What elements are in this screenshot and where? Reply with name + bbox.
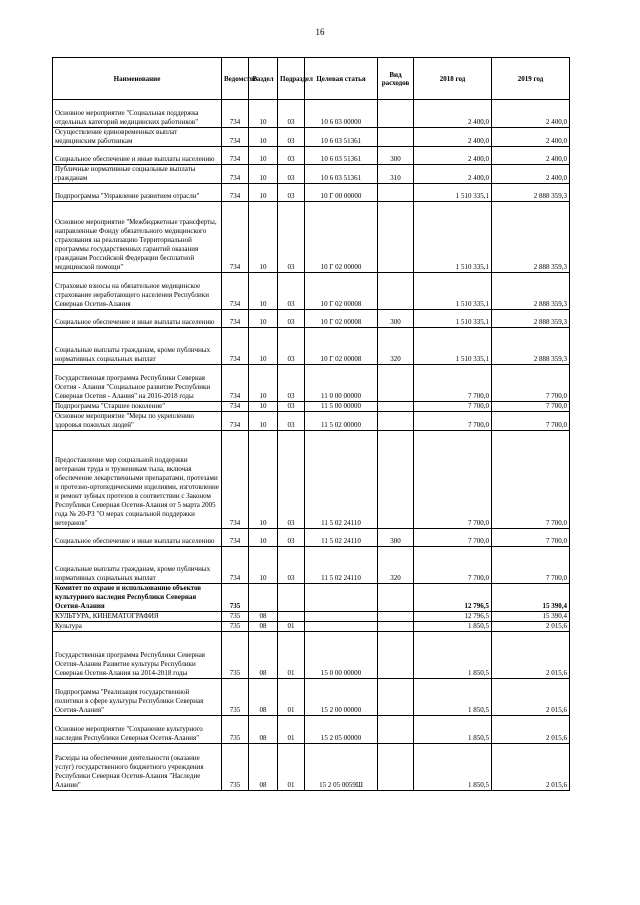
- cell-ved: 734: [222, 202, 249, 273]
- cell-vid: [378, 100, 414, 128]
- cell-y2018: 7 700,0: [414, 412, 492, 431]
- cell-cs: 11 0 00 00000: [305, 365, 378, 402]
- cell-razdel: [249, 584, 278, 612]
- cell-vid: [378, 402, 414, 412]
- cell-y2018: 2 400,0: [414, 165, 492, 184]
- cell-y2019: 2 015,6: [492, 632, 570, 679]
- cell-vid: [378, 584, 414, 612]
- cell-name: Подпрограмма "Управление развитием отрасли": [53, 184, 222, 202]
- cell-podrazdel: 03: [278, 128, 305, 147]
- cell-razdel: 10: [249, 529, 278, 547]
- cell-y2019: 2 888 359,3: [492, 310, 570, 328]
- table-row: [53, 184, 570, 202]
- cell-podrazdel: [278, 584, 305, 612]
- cell-ved: 734: [222, 365, 249, 402]
- cell-vid: 320: [378, 328, 414, 365]
- cell-ved: 735: [222, 679, 249, 716]
- cell-razdel: 10: [249, 310, 278, 328]
- table-row: [53, 612, 570, 622]
- cell-vid: [378, 365, 414, 402]
- cell-y2018: 12 796,5: [414, 584, 492, 612]
- cell-name: Расходы на обеспечение деятельности (оказание услуг) государственного бюджетного учреждения Республики Северная Осетия-Алания "Наследие Алании": [53, 744, 222, 791]
- cell-cs: 10 Г 02 00000: [305, 202, 378, 273]
- cell-razdel: 08: [249, 632, 278, 679]
- table-row: [53, 100, 570, 128]
- header-podrazdel: Подраздел: [278, 58, 305, 100]
- cell-ved: 735: [222, 632, 249, 679]
- cell-name: Социальные выплаты гражданам, кроме публичных нормативных социальных выплат: [53, 547, 222, 584]
- cell-y2019: 2 400,0: [492, 147, 570, 165]
- cell-cs: 11 5 02 24110: [305, 529, 378, 547]
- cell-y2019: 7 700,0: [492, 412, 570, 431]
- cell-vid: [378, 716, 414, 744]
- cell-ved: 735: [222, 744, 249, 791]
- cell-cs: 15 2 05 00000: [305, 716, 378, 744]
- cell-vid: [378, 202, 414, 273]
- cell-y2019: 2 888 359,3: [492, 184, 570, 202]
- cell-razdel: 10: [249, 100, 278, 128]
- cell-y2018: 1 510 335,1: [414, 273, 492, 310]
- table-row: [53, 716, 570, 744]
- cell-y2018: 1 510 335,1: [414, 328, 492, 365]
- cell-y2018: 1 850,5: [414, 679, 492, 716]
- cell-cs: 10 6 03 51361: [305, 128, 378, 147]
- cell-ved: 734: [222, 184, 249, 202]
- cell-name: Социальное обеспечение и иные выплаты населению: [53, 529, 222, 547]
- cell-vid: 300: [378, 147, 414, 165]
- cell-cs: 10 6 03 00000: [305, 100, 378, 128]
- cell-name: Предоставление мер социальной поддержки ветеранам труда и труженикам тыла, включая обеспечение лекарственными препаратами, протезами и протезно-ортопедическими изделиями, изготовление и ремонт зубных протезов в соответствии с Законом Республики Северная Осетия-Алания от 5 марта 2005 года № 20-РЗ "О мерах социальной поддержки ветеранов": [53, 431, 222, 529]
- cell-cs: 11 5 02 00000: [305, 412, 378, 431]
- cell-name: Комитет по охране и использованию объектов культурного наследия Республики Северная Осетия-Алания: [53, 584, 222, 612]
- cell-cs: 15 2 00 00000: [305, 679, 378, 716]
- cell-razdel: 08: [249, 716, 278, 744]
- cell-name: Государственная программа Республики Северная Осетия-Алания Развитие культуры Республики Северная Осетия-Алания на 2014-2018 годы: [53, 632, 222, 679]
- cell-ved: 735: [222, 716, 249, 744]
- cell-razdel: 10: [249, 328, 278, 365]
- cell-cs: 11 5 02 24110: [305, 547, 378, 584]
- table-header-row: [53, 58, 570, 100]
- cell-podrazdel: 03: [278, 529, 305, 547]
- cell-podrazdel: 03: [278, 402, 305, 412]
- table-row: [53, 679, 570, 716]
- cell-name: Культура: [53, 622, 222, 632]
- cell-razdel: 10: [249, 128, 278, 147]
- cell-vid: [378, 128, 414, 147]
- cell-cs: [305, 612, 378, 622]
- cell-ved: 735: [222, 612, 249, 622]
- cell-y2018: 1 510 335,1: [414, 184, 492, 202]
- cell-vid: 300: [378, 529, 414, 547]
- cell-razdel: 08: [249, 622, 278, 632]
- table-row: [53, 273, 570, 310]
- cell-y2019: 2 015,6: [492, 716, 570, 744]
- cell-podrazdel: 01: [278, 744, 305, 791]
- table-row: [53, 547, 570, 584]
- cell-y2019: 7 700,0: [492, 529, 570, 547]
- cell-name: Основное мероприятие "Межбюджетные трансферты, направленные Фонду обязательного медицинского страхования на реализацию Территориальной программы государственных гарантий оказания гражданам Российской Федерации бесплатной медицинской помощи": [53, 202, 222, 273]
- cell-razdel: 10: [249, 365, 278, 402]
- table-row: [53, 310, 570, 328]
- cell-y2019: 2 888 359,3: [492, 273, 570, 310]
- cell-razdel: 10: [249, 547, 278, 584]
- cell-y2019: 7 700,0: [492, 547, 570, 584]
- cell-cs: 15 0 00 00000: [305, 632, 378, 679]
- cell-y2018: 7 700,0: [414, 402, 492, 412]
- cell-ved: 735: [222, 622, 249, 632]
- cell-y2018: 1 510 335,1: [414, 310, 492, 328]
- cell-y2019: 7 700,0: [492, 365, 570, 402]
- cell-y2018: 7 700,0: [414, 365, 492, 402]
- cell-podrazdel: 03: [278, 412, 305, 431]
- cell-vid: [378, 612, 414, 622]
- cell-name: Основное мероприятие "Социальная поддержка отдельных категорий медицинских работников": [53, 100, 222, 128]
- cell-razdel: 08: [249, 744, 278, 791]
- cell-razdel: 10: [249, 202, 278, 273]
- cell-cs: 10 Г 00 00000: [305, 184, 378, 202]
- cell-razdel: 08: [249, 612, 278, 622]
- cell-y2019: 2 400,0: [492, 128, 570, 147]
- cell-name: КУЛЬТУРА, КИНЕМАТОГРАФИЯ: [53, 612, 222, 622]
- cell-ved: 734: [222, 273, 249, 310]
- header-2019: 2019 год: [492, 58, 570, 100]
- cell-vid: [378, 412, 414, 431]
- cell-y2019: 2 015,6: [492, 679, 570, 716]
- table-row: [53, 165, 570, 184]
- cell-name: Социальное обеспечение и иные выплаты населению: [53, 310, 222, 328]
- table-body: [53, 100, 570, 791]
- cell-ved: 734: [222, 412, 249, 431]
- cell-podrazdel: 03: [278, 100, 305, 128]
- cell-podrazdel: 03: [278, 365, 305, 402]
- cell-razdel: 10: [249, 273, 278, 310]
- cell-name: Осуществление единовременных выплат медицинским работникам: [53, 128, 222, 147]
- header-razdel: Раздел: [249, 58, 278, 100]
- cell-ved: 734: [222, 100, 249, 128]
- cell-ved: 734: [222, 147, 249, 165]
- cell-cs: [305, 584, 378, 612]
- cell-y2019: 2 400,0: [492, 100, 570, 128]
- cell-y2018: 7 700,0: [414, 547, 492, 584]
- cell-name: Страховые взносы на обязательное медицинское страхование неработающего населения Республики Северная Осетия-Алания: [53, 273, 222, 310]
- cell-name: Социальные выплаты гражданам, кроме публичных нормативных социальных выплат: [53, 328, 222, 365]
- cell-y2018: 7 700,0: [414, 529, 492, 547]
- page-number: 16: [315, 27, 325, 37]
- header-2018: 2018 год: [414, 58, 492, 100]
- header-ved: Ведомство: [222, 58, 249, 100]
- cell-podrazdel: [278, 612, 305, 622]
- cell-vid: 320: [378, 547, 414, 584]
- cell-razdel: 08: [249, 679, 278, 716]
- cell-y2019: 15 390,4: [492, 584, 570, 612]
- cell-vid: [378, 431, 414, 529]
- cell-vid: [378, 184, 414, 202]
- cell-razdel: 10: [249, 165, 278, 184]
- cell-y2018: 7 700,0: [414, 431, 492, 529]
- cell-y2019: 2 888 359,3: [492, 202, 570, 273]
- cell-razdel: 10: [249, 402, 278, 412]
- cell-name: Основное мероприятие "Меры по укреплению здоровья пожилых людей": [53, 412, 222, 431]
- table-row: [53, 584, 570, 612]
- cell-y2018: 1 850,5: [414, 622, 492, 632]
- table-row: [53, 622, 570, 632]
- cell-vid: [378, 744, 414, 791]
- budget-table: [52, 57, 570, 791]
- cell-ved: 734: [222, 529, 249, 547]
- cell-ved: 734: [222, 310, 249, 328]
- table-row: [53, 365, 570, 402]
- cell-y2019: 7 700,0: [492, 402, 570, 412]
- cell-y2018: 1 850,5: [414, 744, 492, 791]
- cell-name: Государственная программа Республики Северная Осетия - Алания "Социальное развитие Республики Северная Осетия - Алания" на 2016-2018 годы: [53, 365, 222, 402]
- table-row: [53, 202, 570, 273]
- cell-y2018: 1 510 335,1: [414, 202, 492, 273]
- cell-ved: 734: [222, 128, 249, 147]
- cell-razdel: 10: [249, 147, 278, 165]
- cell-y2019: 2 400,0: [492, 165, 570, 184]
- table-row: [53, 328, 570, 365]
- cell-podrazdel: 01: [278, 679, 305, 716]
- cell-y2019: 2 015,6: [492, 744, 570, 791]
- cell-podrazdel: 03: [278, 273, 305, 310]
- cell-podrazdel: 01: [278, 632, 305, 679]
- cell-y2018: 12 796,5: [414, 612, 492, 622]
- table-row: [53, 744, 570, 791]
- cell-cs: 10 Г 02 00008: [305, 328, 378, 365]
- cell-podrazdel: 01: [278, 716, 305, 744]
- cell-podrazdel: 03: [278, 165, 305, 184]
- cell-cs: 10 Г 02 00008: [305, 273, 378, 310]
- cell-name: Подпрограмма "Старшее поколение": [53, 402, 222, 412]
- cell-y2018: 2 400,0: [414, 128, 492, 147]
- cell-podrazdel: 03: [278, 147, 305, 165]
- table-row: [53, 128, 570, 147]
- cell-cs: 10 6 03 51361: [305, 165, 378, 184]
- cell-ved: 734: [222, 328, 249, 365]
- cell-razdel: 10: [249, 412, 278, 431]
- table-row: [53, 431, 570, 529]
- header-cs: Целевая статья: [305, 58, 378, 100]
- cell-y2019: 2 888 359,3: [492, 328, 570, 365]
- cell-podrazdel: 03: [278, 202, 305, 273]
- cell-razdel: 10: [249, 431, 278, 529]
- cell-cs: 15 2 05 0059Ш: [305, 744, 378, 791]
- cell-y2019: 7 700,0: [492, 431, 570, 529]
- table-row: [53, 412, 570, 431]
- table-row: [53, 529, 570, 547]
- cell-ved: 734: [222, 402, 249, 412]
- cell-podrazdel: 03: [278, 184, 305, 202]
- cell-y2019: 2 015,6: [492, 622, 570, 632]
- cell-name: Публичные нормативные социальные выплаты гражданам: [53, 165, 222, 184]
- cell-podrazdel: 03: [278, 328, 305, 365]
- cell-vid: 310: [378, 165, 414, 184]
- cell-cs: 10 Г 02 00008: [305, 310, 378, 328]
- cell-podrazdel: 03: [278, 547, 305, 584]
- cell-vid: [378, 273, 414, 310]
- cell-podrazdel: 03: [278, 310, 305, 328]
- cell-vid: [378, 679, 414, 716]
- cell-name: Подпрограмма "Реализация государственной политики в сфере культуры Республики Северная Осетия-Алания": [53, 679, 222, 716]
- cell-cs: 11 5 00 00000: [305, 402, 378, 412]
- cell-y2018: 1 850,5: [414, 716, 492, 744]
- cell-vid: [378, 622, 414, 632]
- header-name: Наименование: [53, 58, 222, 100]
- cell-vid: 300: [378, 310, 414, 328]
- cell-name: Основное мероприятие "Сохранение культурного наследия Республики Северная Осетия-Алания": [53, 716, 222, 744]
- cell-y2018: 2 400,0: [414, 100, 492, 128]
- cell-y2019: 15 390,4: [492, 612, 570, 622]
- cell-podrazdel: 01: [278, 622, 305, 632]
- table-row: [53, 402, 570, 412]
- cell-ved: 734: [222, 431, 249, 529]
- cell-cs: 11 5 02 24110: [305, 431, 378, 529]
- cell-y2018: 2 400,0: [414, 147, 492, 165]
- cell-cs: [305, 622, 378, 632]
- cell-cs: 10 6 03 51361: [305, 147, 378, 165]
- cell-y2018: 1 850,5: [414, 632, 492, 679]
- cell-ved: 734: [222, 165, 249, 184]
- header-vid: Вид расходов: [378, 58, 414, 100]
- cell-podrazdel: 03: [278, 431, 305, 529]
- cell-razdel: 10: [249, 184, 278, 202]
- cell-vid: [378, 632, 414, 679]
- table-row: [53, 632, 570, 679]
- table-row: [53, 147, 570, 165]
- cell-name: Социальное обеспечение и иные выплаты населению: [53, 147, 222, 165]
- cell-ved: 734: [222, 547, 249, 584]
- cell-ved: 735: [222, 584, 249, 612]
